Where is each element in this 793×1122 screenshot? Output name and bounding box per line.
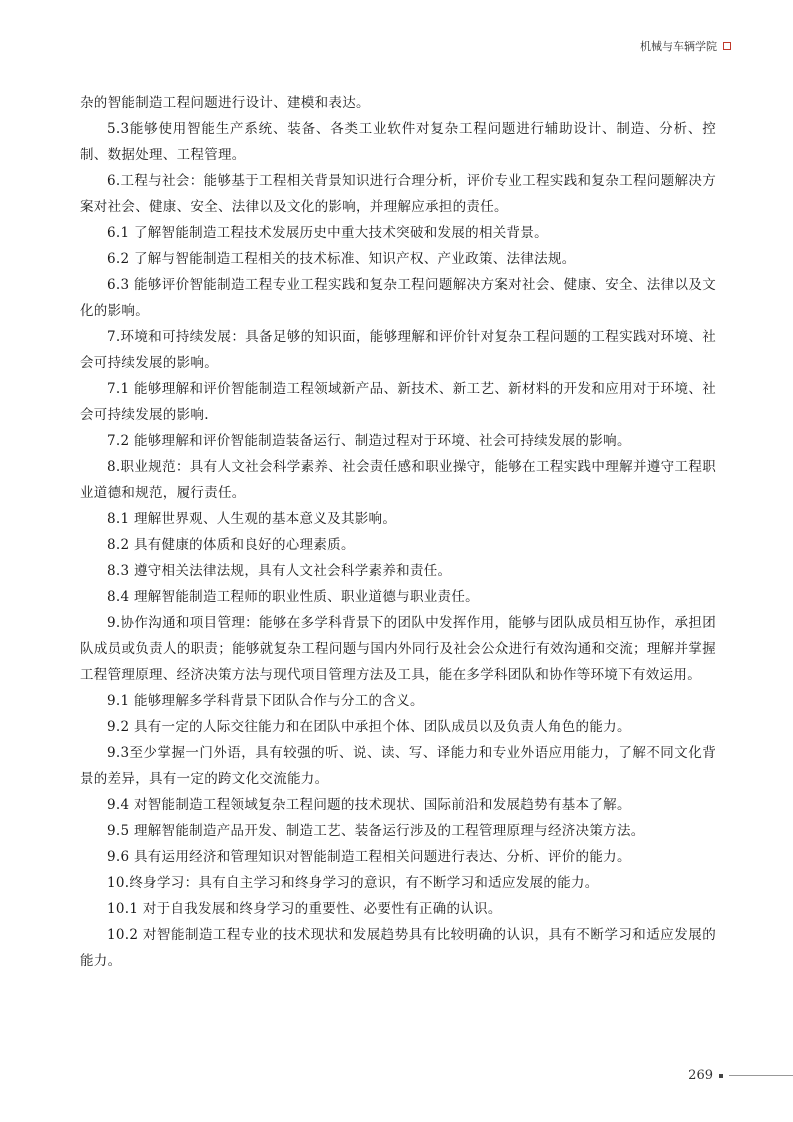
paragraph: 8.2 具有健康的体质和良好的心理素质。: [107, 537, 355, 553]
paragraph: 6.1 了解智能制造工程技术发展历史中重大技术突破和发展的相关背景。: [107, 225, 548, 241]
paragraph: 9.6 具有运用经济和管理知识对智能制造工程相关问题进行表达、分析、评价的能力。: [107, 849, 631, 865]
paragraph: 9.协作沟通和项目管理：能够在多学科背景下的团队中发挥作用，能够与团队成员相互协作，承担团队成员或负责人的职责；能够就复杂工程问题与国内外同行及社会公众进行有效沟通和交流；理解并掌握工程管理原理、经济决策方法与现代项目管理方法及工具，能在多学科团队和协作等环境下有效运用。: [80, 615, 716, 683]
page-number: 269: [688, 1068, 713, 1083]
paragraph: 10.1 对于自我发展和终身学习的重要性、必要性有正确的认识。: [107, 901, 502, 917]
footer-rule: [729, 1075, 793, 1076]
paragraph: 8.职业规范：具有人文社会科学素养、社会责任感和职业操守，能够在工程实践中理解并遵守工程职业道德和规范，履行责任。: [80, 459, 716, 501]
paragraph: 10.2 对智能制造工程专业的技术现状和发展趋势具有比较明确的认识，具有不断学习和适应发展的能力。: [80, 927, 716, 969]
paragraph: 9.5 理解智能制造产品开发、制造工艺、装备运行涉及的工程管理原理与经济决策方法。: [107, 823, 645, 839]
paragraph: 6.3 能够评价智能制造工程专业工程实践和复杂工程问题解决方案对社会、健康、安全、法律以及文化的影响。: [80, 277, 716, 319]
paragraph: 9.3至少掌握一门外语，具有较强的听、说、读、写、译能力和专业外语应用能力，了解不同文化背景的差异，具有一定的跨文化交流能力。: [80, 745, 716, 787]
paragraph: 9.4 对智能制造工程领域复杂工程问题的技术现状、国际前沿和发展趋势有基本了解。: [107, 797, 631, 813]
square-icon: [723, 42, 731, 50]
header-title: 机械与车辆学院: [640, 40, 717, 53]
paragraph: 6.2 了解与智能制造工程相关的技术标准、知识产权、产业政策、法律法规。: [107, 251, 576, 267]
paragraph: 7.2 能够理解和评价智能制造装备运行、制造过程对于环境、社会可持续发展的影响。: [107, 433, 631, 449]
paragraph: 6.工程与社会：能够基于工程相关背景知识进行合理分析，评价专业工程实践和复杂工程问题解决方案对社会、健康、安全、法律以及文化的影响，并理解应承担的责任。: [80, 173, 716, 215]
paragraph: 9.2 具有一定的人际交往能力和在团队中承担个体、团队成员以及负责人角色的能力。: [107, 719, 631, 735]
paragraph: 8.4 理解智能制造工程师的职业性质、职业道德与职业责任。: [107, 589, 479, 605]
paragraph: 9.1 能够理解多学科背景下团队合作与分工的含义。: [107, 693, 424, 709]
paragraph: 8.3 遵守相关法律法规，具有人文社会科学素养和责任。: [107, 563, 452, 579]
paragraph: 5.3能够使用智能生产系统、装备、各类工业软件对复杂工程问题进行辅助设计、制造、分析、控制、数据处理、工程管理。: [80, 121, 716, 163]
paragraph: 8.1 理解世界观、人生观的基本意义及其影响。: [107, 511, 397, 527]
paragraph: 杂的智能制造工程问题进行设计、建模和表达。: [80, 95, 370, 111]
body-text: [80, 90, 716, 974]
paragraph: 7.环境和可持续发展：具备足够的知识面，能够理解和评价针对复杂工程问题的工程实践对环境、社会可持续发展的影响。: [80, 329, 716, 371]
running-header: [640, 38, 731, 54]
paragraph: 7.1 能够理解和评价智能制造工程领域新产品、新技术、新工艺、新材料的开发和应用对于环境、社会可持续发展的影响.: [80, 381, 716, 423]
footer-mark-icon: [719, 1074, 723, 1078]
page-footer: [688, 1068, 793, 1083]
paragraph: 10.终身学习：具有自主学习和终身学习的意识，有不断学习和适应发展的能力。: [107, 875, 599, 891]
